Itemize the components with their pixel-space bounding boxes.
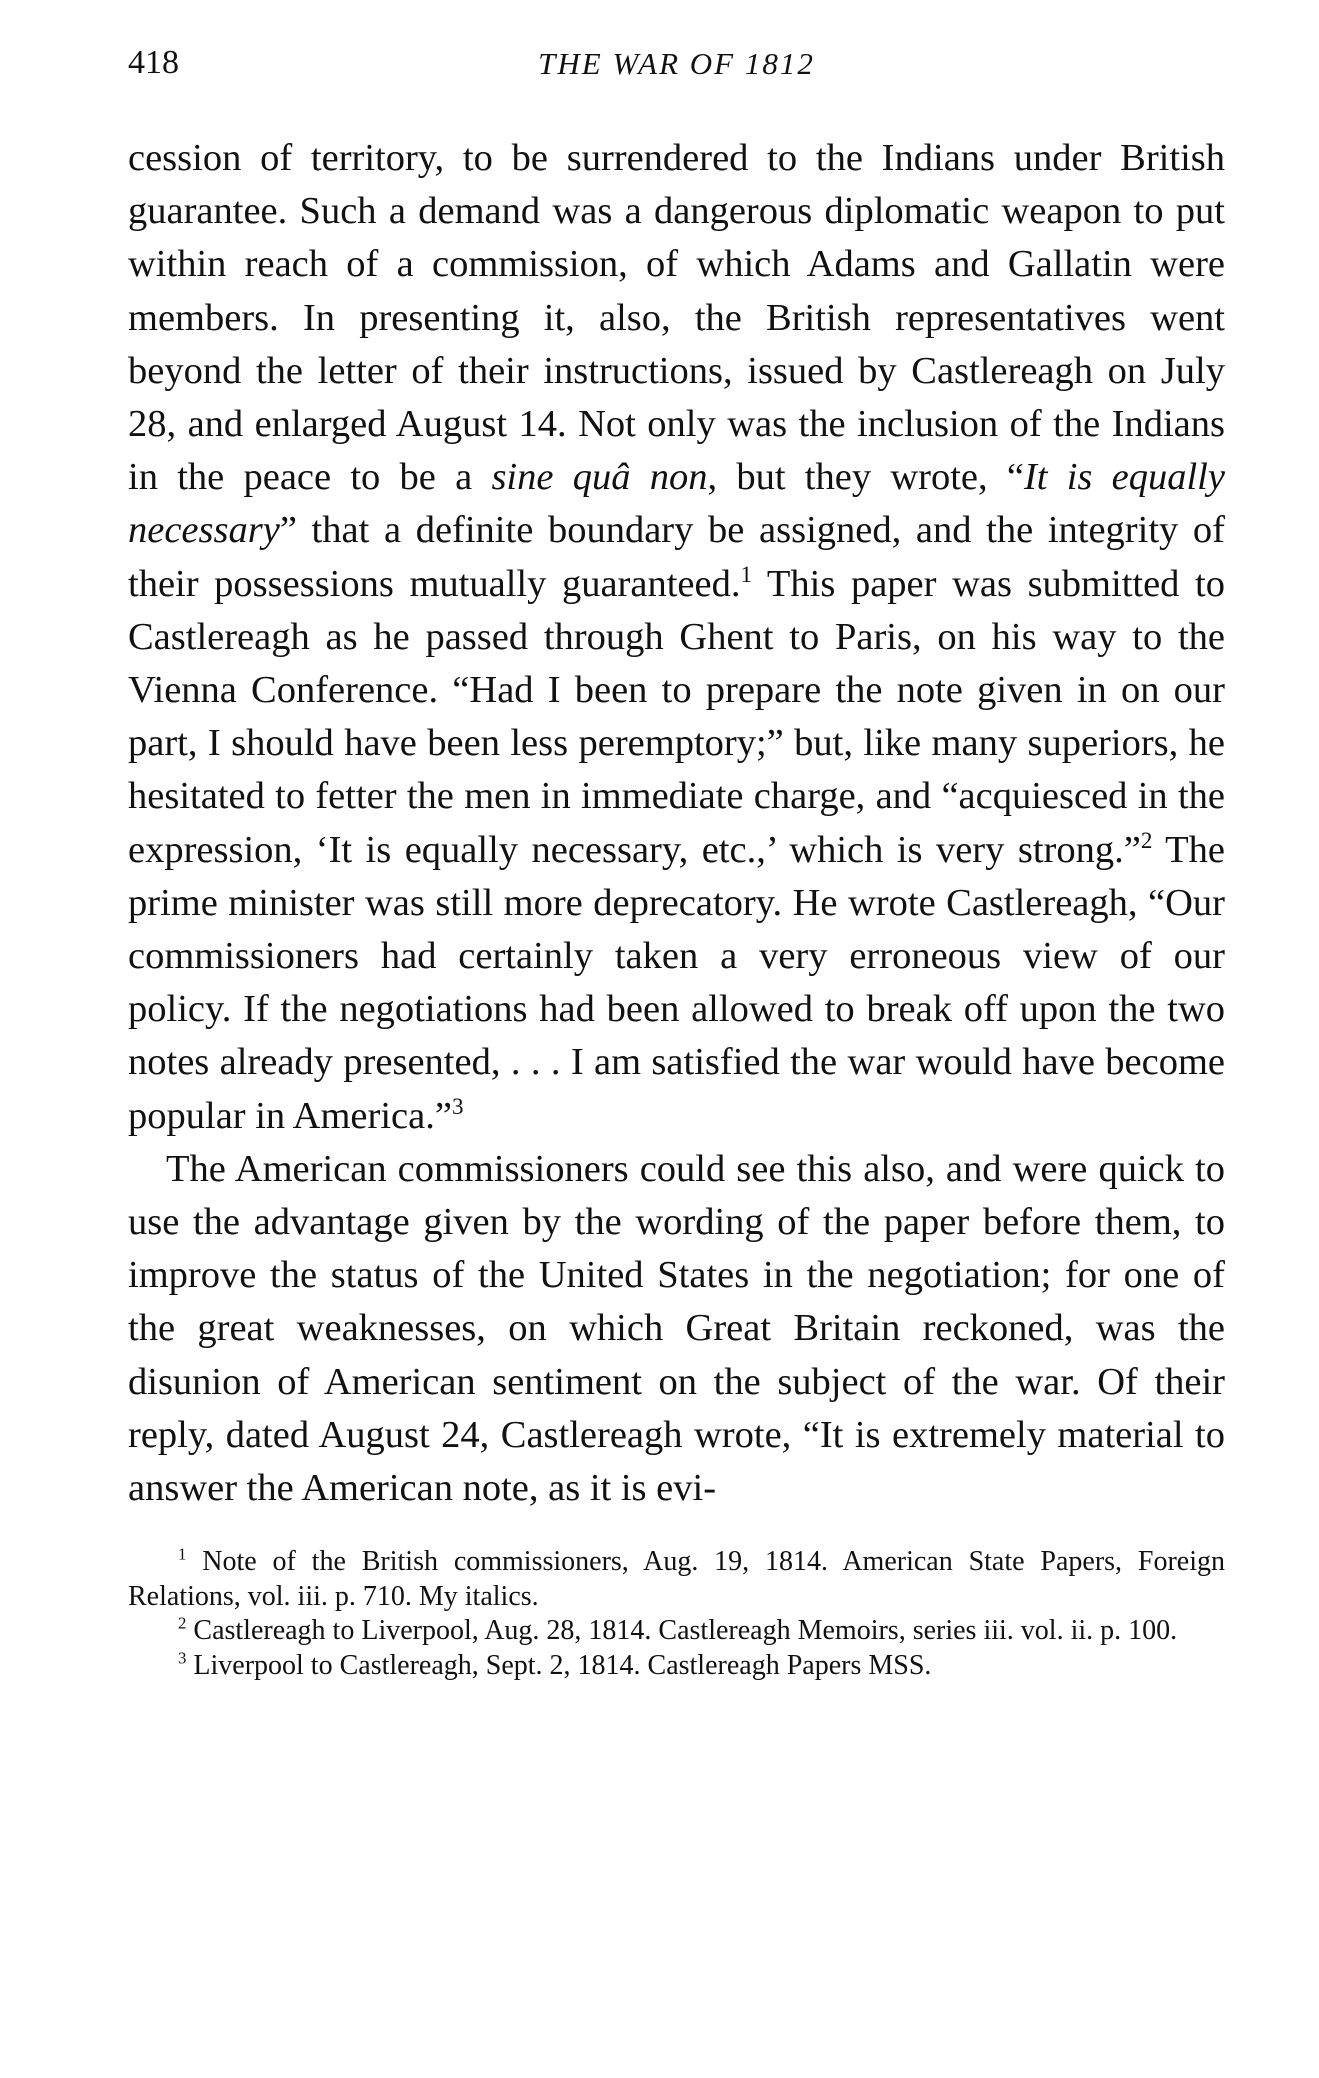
page-number: 418 — [128, 44, 179, 81]
italic-phrase: sine quâ non — [491, 456, 708, 499]
text-run: The prime minister was still more deprecatory. He wrote Castlereagh, “Our commissioners had certainly taken a very erroneous view of our policy. If the negotiations had been allowed to break off upon the two notes already presented, . . . I am satisfied the war would have become popular in America.” — [128, 828, 1225, 1137]
footnote — [128, 1649, 1225, 1684]
text-run: This paper was submitted to Castlereagh as he passed through Ghent to Paris, on his way to the Vienna Conference. “Had I been to prepare the note given in on our part, I should have been less peremptory;” but, like many superiors, he hesitated to fetter the men in immediate charge, and “acquiesced in the expression, ‘It is equally necessary, etc.,’ which is very strong.” — [128, 562, 1225, 871]
footnote — [128, 1545, 1225, 1614]
body-text — [128, 132, 1225, 1515]
running-head — [128, 44, 1225, 96]
footnote-mark: 1 — [178, 1544, 187, 1564]
footnote-mark: 3 — [178, 1648, 187, 1668]
paragraph — [128, 132, 1225, 1143]
running-title: THE WAR OF 1812 — [538, 46, 815, 81]
footnote-text: Liverpool to Castlereagh, Sept. 2, 1814. Castlereagh Papers MSS. — [186, 1649, 932, 1681]
text-run: , but they wrote, “ — [707, 456, 1024, 499]
footnote-text: Note of the British commissioners, Aug. 19, 1814. American State Papers, Foreign Relations, vol. iii. p. 710. My italics. — [128, 1546, 1225, 1612]
footnotes — [128, 1545, 1225, 1683]
text-run: ” that a definite boundary be assigned, and the integrity of their possessions mutually guaranteed. — [128, 509, 1225, 605]
footnote-ref: 2 — [1140, 826, 1153, 853]
footnote — [128, 1614, 1225, 1649]
text-run: cession of territory, to be surrendered to the Indians under British guarantee. Such a demand was a dangerous diplomatic weapon to put within reach of a commission, of which Adams and Gallatin were members. In presenting it, also, the British representatives went beyond the letter of their instructions, issued by Castlereagh on July 28, and enlarged August 14. Not only was the inclusion of the Indians in the peace to be a — [128, 137, 1225, 499]
footnote-mark: 2 — [178, 1613, 187, 1633]
footnote-ref: 3 — [451, 1092, 464, 1119]
paragraph: The American commissioners could see this also, and were quick to use the advantage given by the wording of the paper before them, to improve the status of the United States in the negotiation; for one of the great weaknesses, on which Great Britain reckoned, was the disunion of American sentiment on the subject of the war. Of their reply, dated August 24, Castlereagh wrote, “It is extremely material to answer the American note, as it is evi- — [128, 1147, 1225, 1510]
footnote-text: Castlereagh to Liverpool, Aug. 28, 1814. Castlereagh Memoirs, series iii. vol. ii. p. 100. — [186, 1615, 1178, 1647]
footnote-ref: 1 — [740, 560, 752, 587]
italic-phrase: It is equally necessary — [128, 456, 1225, 552]
